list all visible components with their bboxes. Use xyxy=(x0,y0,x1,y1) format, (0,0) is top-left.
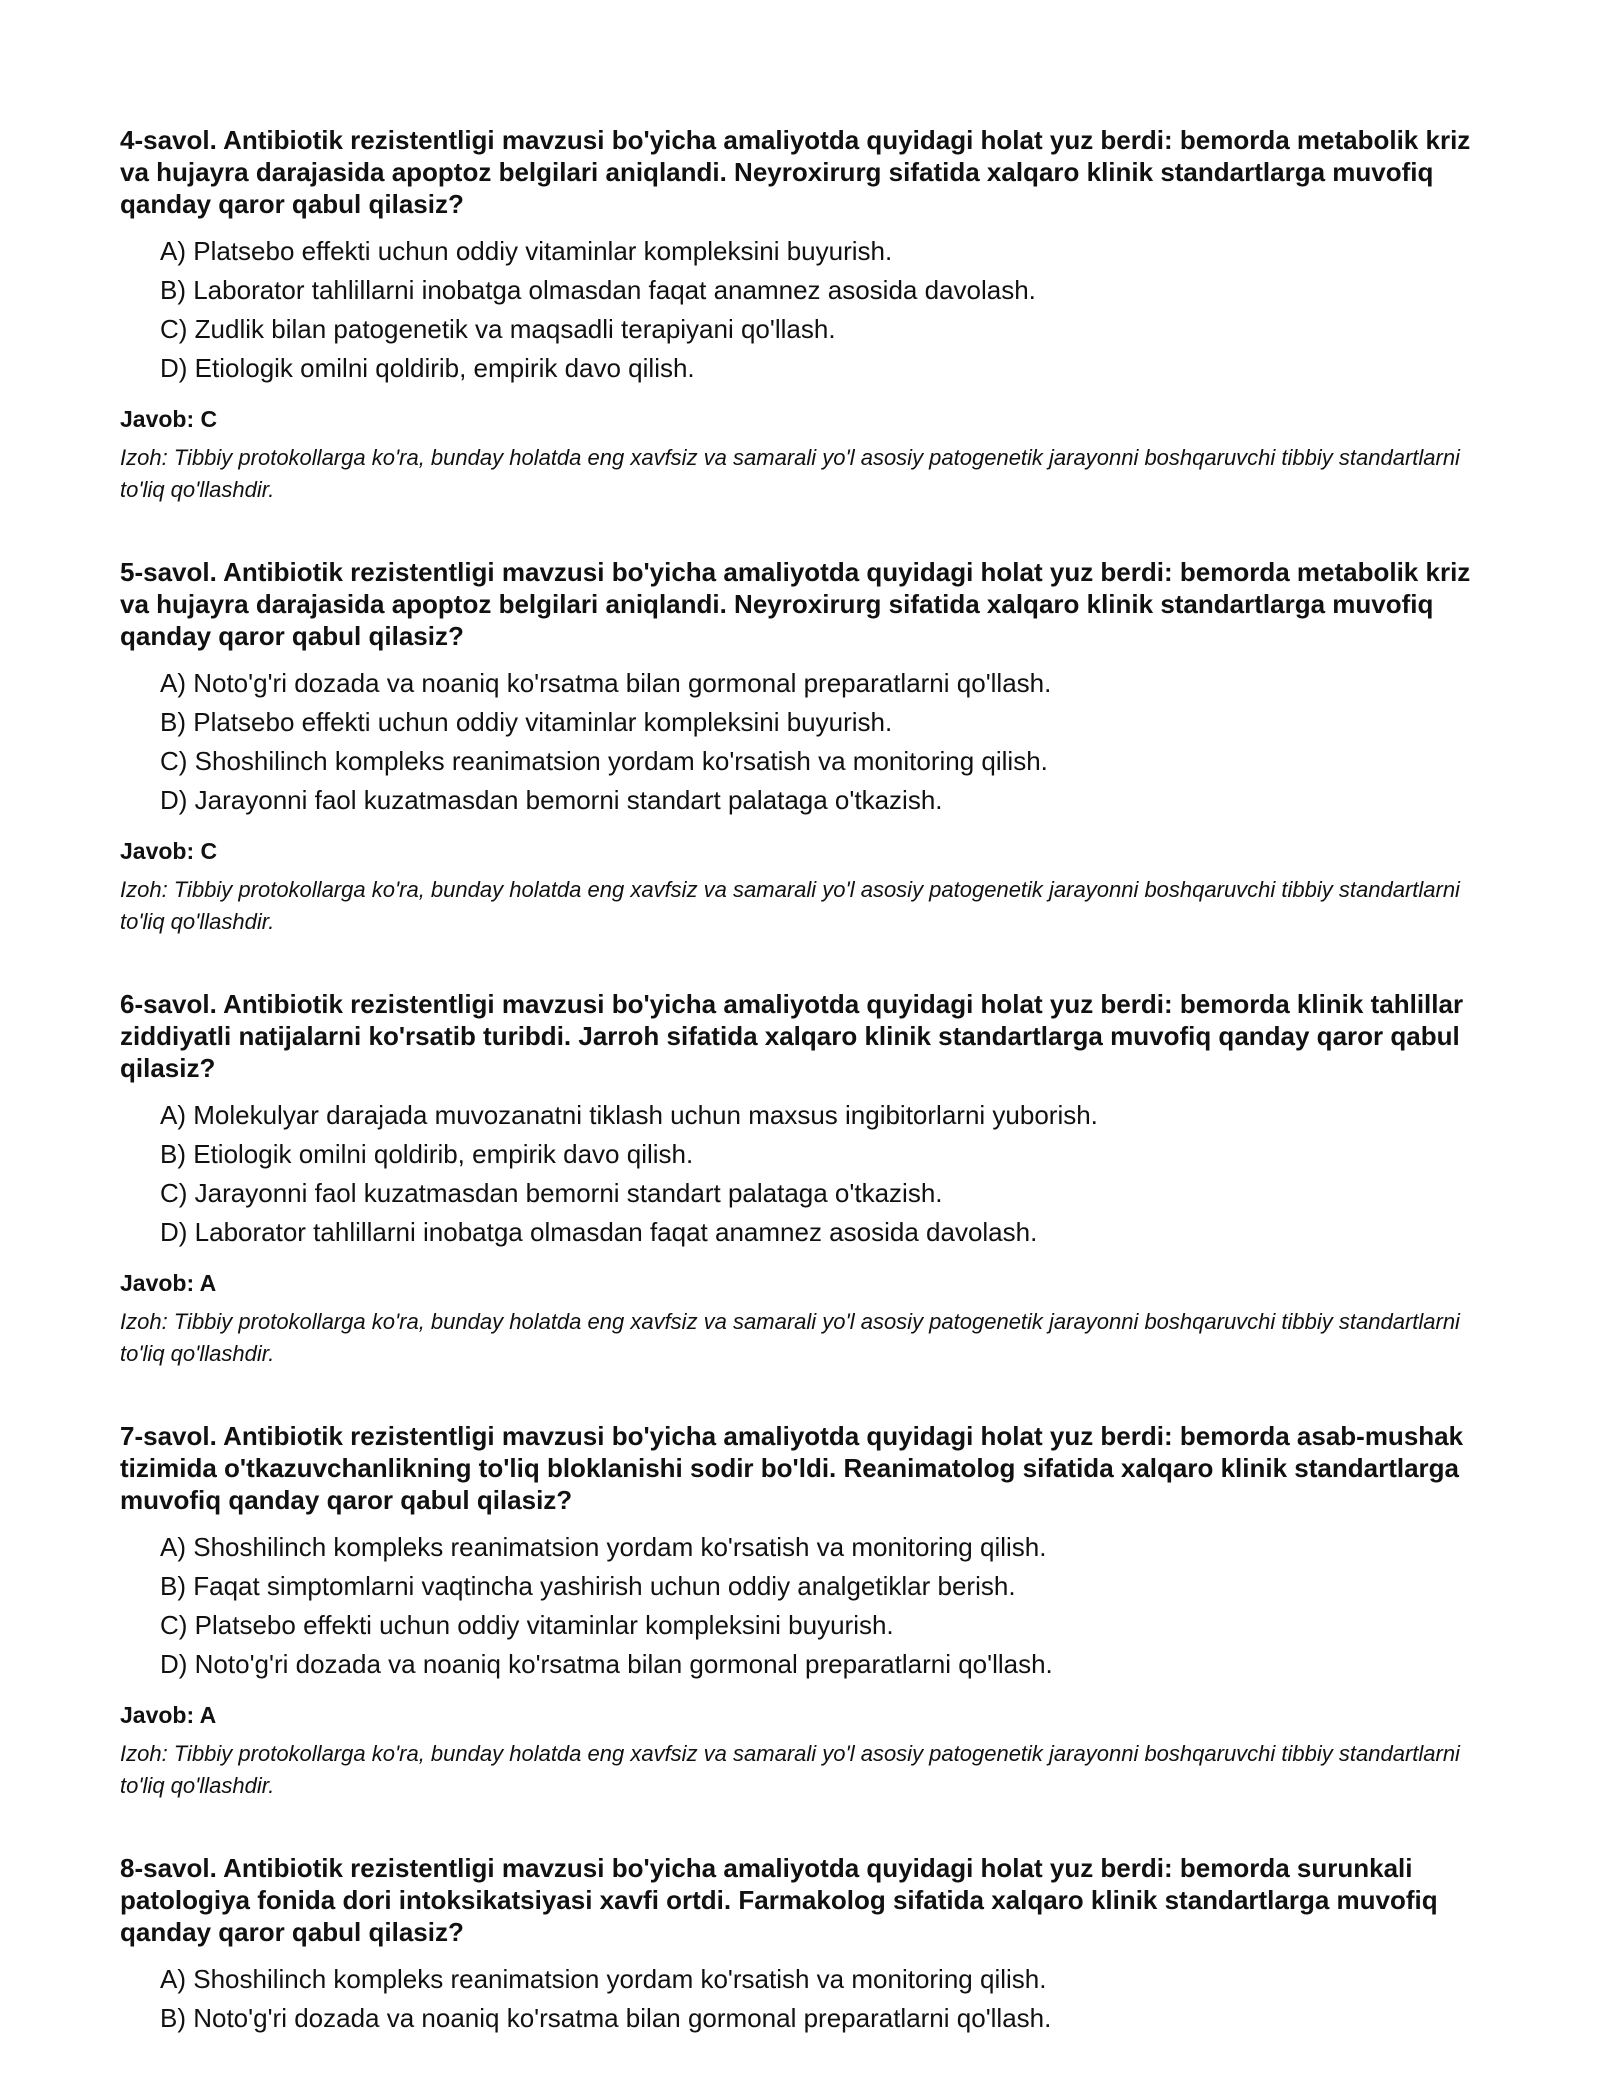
explanation-note: Izoh: Tibbiy protokollarga ko'ra, bunday holatda eng xavfsiz va samarali yo'l asosiy patogenetik jarayonni boshqaruvchi tibbiy standartlarni to'liq qo'llashdir. xyxy=(120,877,1460,934)
question-block xyxy=(120,124,1500,506)
explanation-note: Izoh: Tibbiy protokollarga ko'ra, bunday holatda eng xavfsiz va samarali yo'l asosiy patogenetik jarayonni boshqaruvchi tibbiy standartlarni to'liq qo'llashdir. xyxy=(120,1309,1460,1366)
question-title: 8-savol. Antibiotik rezistentligi mavzusi bo'yicha amaliyotda quyidagi holat yuz berdi: bemorda surunkali patologiya fonida dori intoksikatsiyasi xavfi ortdi. Farmakolog sifatida xalqaro klinik standartlarga muvofiq qanday qaror qabul qilasiz? xyxy=(120,1853,1438,1947)
answer-label: Javob: C xyxy=(120,406,218,432)
option-b: B) Laborator tahlillarni inobatga olmasdan faqat anamnez asosida davolash. xyxy=(160,275,1036,305)
question-block xyxy=(120,556,1500,938)
option-b: B) Noto'g'ri dozada va noaniq ko'rsatma bilan gormonal preparatlarni qo'llash. xyxy=(160,2003,1052,2033)
option-a: A) Shoshilinch kompleks reanimatsion yordam ko'rsatish va monitoring qilish. xyxy=(160,1532,1047,1562)
options-list xyxy=(120,1528,1500,1684)
answer-label: Javob: A xyxy=(120,1702,217,1728)
question-title: 4-savol. Antibiotik rezistentligi mavzusi bo'yicha amaliyotda quyidagi holat yuz berdi: bemorda metabolik kriz va hujayra darajasida apoptoz belgilari aniqlandi. Neyroxirurg sifatida xalqaro klinik standartlarga muvofiq qanday qaror qabul qilasiz? xyxy=(120,125,1471,219)
option-a: A) Platsebo effekti uchun oddiy vitaminlar kompleksini buyurish. xyxy=(160,236,893,266)
option-c: C) Shoshilinch kompleks reanimatsion yordam ko'rsatish va monitoring qilish. xyxy=(160,746,1048,776)
question-block xyxy=(120,1420,1500,1802)
options-list xyxy=(120,1960,1500,2038)
option-c: C) Zudlik bilan patogenetik va maqsadli terapiyani qo'llash. xyxy=(160,314,836,344)
option-c: C) Platsebo effekti uchun oddiy vitaminlar kompleksini buyurish. xyxy=(160,1610,894,1640)
option-c: C) Jarayonni faol kuzatmasdan bemorni standart palataga o'tkazish. xyxy=(160,1178,943,1208)
document-page xyxy=(120,124,1500,2088)
option-b: B) Etiologik omilni qoldirib, empirik davo qilish. xyxy=(160,1139,694,1169)
options-list xyxy=(120,232,1500,388)
answer-label: Javob: C xyxy=(120,838,218,864)
option-b: B) Platsebo effekti uchun oddiy vitaminlar kompleksini buyurish. xyxy=(160,707,893,737)
option-a: A) Shoshilinch kompleks reanimatsion yordam ko'rsatish va monitoring qilish. xyxy=(160,1964,1047,1994)
question-block xyxy=(120,1852,1500,2038)
explanation-note: Izoh: Tibbiy protokollarga ko'ra, bunday holatda eng xavfsiz va samarali yo'l asosiy patogenetik jarayonni boshqaruvchi tibbiy standartlarni to'liq qo'llashdir. xyxy=(120,445,1460,502)
question-title: 5-savol. Antibiotik rezistentligi mavzusi bo'yicha amaliyotda quyidagi holat yuz berdi: bemorda metabolik kriz va hujayra darajasida apoptoz belgilari aniqlandi. Neyroxirurg sifatida xalqaro klinik standartlarga muvofiq qanday qaror qabul qilasiz? xyxy=(120,557,1471,651)
option-d: D) Jarayonni faol kuzatmasdan bemorni standart palataga o'tkazish. xyxy=(160,785,943,815)
options-list xyxy=(120,664,1500,820)
option-b: B) Faqat simptomlarni vaqtincha yashirish uchun oddiy analgetiklar berish. xyxy=(160,1571,1016,1601)
question-title: 7-savol. Antibiotik rezistentligi mavzusi bo'yicha amaliyotda quyidagi holat yuz berdi: bemorda asab-mushak tizimida o'tkazuvchanlikning to'liq bloklanishi sodir bo'ldi. Reanimatolog sifatida xalqaro klinik standartlarga muvofiq qanday qaror qabul qilasiz? xyxy=(120,1421,1464,1515)
question-block xyxy=(120,988,1500,1370)
option-d: D) Laborator tahlillarni inobatga olmasdan faqat anamnez asosida davolash. xyxy=(160,1217,1038,1247)
option-d: D) Noto'g'ri dozada va noaniq ko'rsatma bilan gormonal preparatlarni qo'llash. xyxy=(160,1649,1053,1679)
option-d: D) Etiologik omilni qoldirib, empirik davo qilish. xyxy=(160,353,695,383)
explanation-note: Izoh: Tibbiy protokollarga ko'ra, bunday holatda eng xavfsiz va samarali yo'l asosiy patogenetik jarayonni boshqaruvchi tibbiy standartlarni to'liq qo'llashdir. xyxy=(120,1741,1460,1798)
question-title: 6-savol. Antibiotik rezistentligi mavzusi bo'yicha amaliyotda quyidagi holat yuz berdi: bemorda klinik tahlillar ziddiyatli natijalarni ko'rsatib turibdi. Jarroh sifatida xalqaro klinik standartlarga muvofiq qanday qaror qabul qilasiz? xyxy=(120,989,1464,1083)
answer-label: Javob: A xyxy=(120,1270,217,1296)
option-a: A) Noto'g'ri dozada va noaniq ko'rsatma bilan gormonal preparatlarni qo'llash. xyxy=(160,668,1052,698)
option-a: A) Molekulyar darajada muvozanatni tiklash uchun maxsus ingibitorlarni yuborish. xyxy=(160,1100,1098,1130)
options-list xyxy=(120,1096,1500,1252)
